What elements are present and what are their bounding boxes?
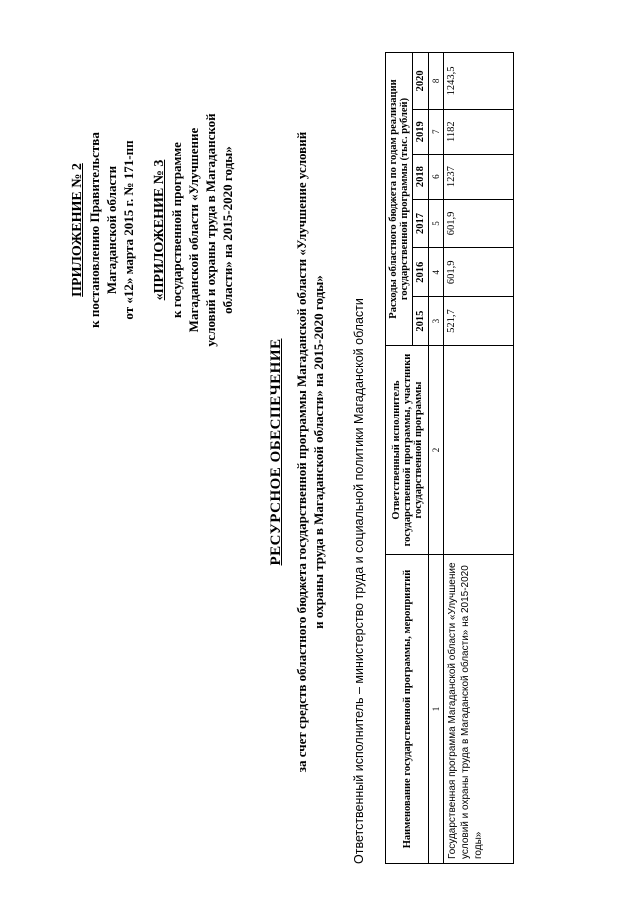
column-number: 7 [429, 109, 444, 154]
appendix-3-line: области» на 2015-2020 годы» [220, 146, 235, 314]
year-header: 2019 [413, 109, 429, 154]
year-header: 2020 [413, 53, 429, 110]
appendix-2-block [70, 50, 137, 410]
value-cell: 1237 [444, 154, 514, 199]
appendix-3-line: условий и охраны труда в Магаданской [203, 113, 218, 347]
year-header: 2015 [413, 297, 429, 346]
table-header-row [386, 53, 413, 864]
year-header: 2018 [413, 154, 429, 199]
col-header-name: Наименование государственной программы, мероприятий [386, 555, 429, 864]
value-cell: 1182 [444, 109, 514, 154]
column-number: 3 [429, 297, 444, 346]
column-number: 1 [429, 555, 444, 864]
value-cell: 601,9 [444, 199, 514, 248]
document-subtitle: и охраны труда в Магаданской области» на 2015-2020 годы» [311, 275, 326, 629]
document-subtitle: за счет средств областного бюджета государственной программы Магаданской области «Улучшение условий [294, 131, 309, 773]
table-numbering-row [429, 53, 444, 864]
column-number: 8 [429, 53, 444, 110]
document-heading [268, 22, 327, 882]
document-title: РЕСУРСНОЕ ОБЕСПЕЧЕНИЕ [268, 338, 284, 566]
appendix-3-block [152, 50, 236, 410]
value-cell: 601,9 [444, 248, 514, 297]
year-header: 2016 [413, 248, 429, 297]
column-number: 6 [429, 154, 444, 199]
column-number: 4 [429, 248, 444, 297]
responsible-executor-line: Ответственный исполнитель – министерство труда и социальной политики Магаданской области [352, 298, 366, 864]
program-name-cell: Государственная программа Магаданской области «Улучшение условий и охраны труда в Магаданской области» на 2015-2020 годы» [444, 555, 514, 864]
value-cell: 1243,5 [444, 53, 514, 110]
table-row [444, 53, 514, 864]
value-cell: 521,7 [444, 297, 514, 346]
appendix-2-line: Магаданской области [104, 165, 119, 295]
appendix-3-title: «ПРИЛОЖЕНИЕ № 3 [152, 159, 167, 301]
appendix-2-title: ПРИЛОЖЕНИЕ № 2 [70, 163, 85, 297]
landscape-sheet [60, 22, 580, 882]
column-number: 2 [429, 346, 444, 555]
appendix-2-date: от «12» марта 2015 г. № 171-пп [121, 140, 136, 320]
year-header: 2017 [413, 199, 429, 248]
resource-table [385, 52, 514, 864]
appendix-3-line: к государственной программе [169, 142, 184, 318]
col-header-expenses: Расходы областного бюджета по годам реализации государственной программы (тыс. рублей) [386, 53, 413, 346]
appendix-2-line: к постановлению Правительства [87, 132, 102, 328]
column-number: 5 [429, 199, 444, 248]
appendix-3-line: Магаданской области «Улучшение [186, 127, 201, 333]
executor-cell [444, 346, 514, 555]
col-header-executor: Ответственный исполнитель государственной программы, участники государственной программы [386, 346, 429, 555]
